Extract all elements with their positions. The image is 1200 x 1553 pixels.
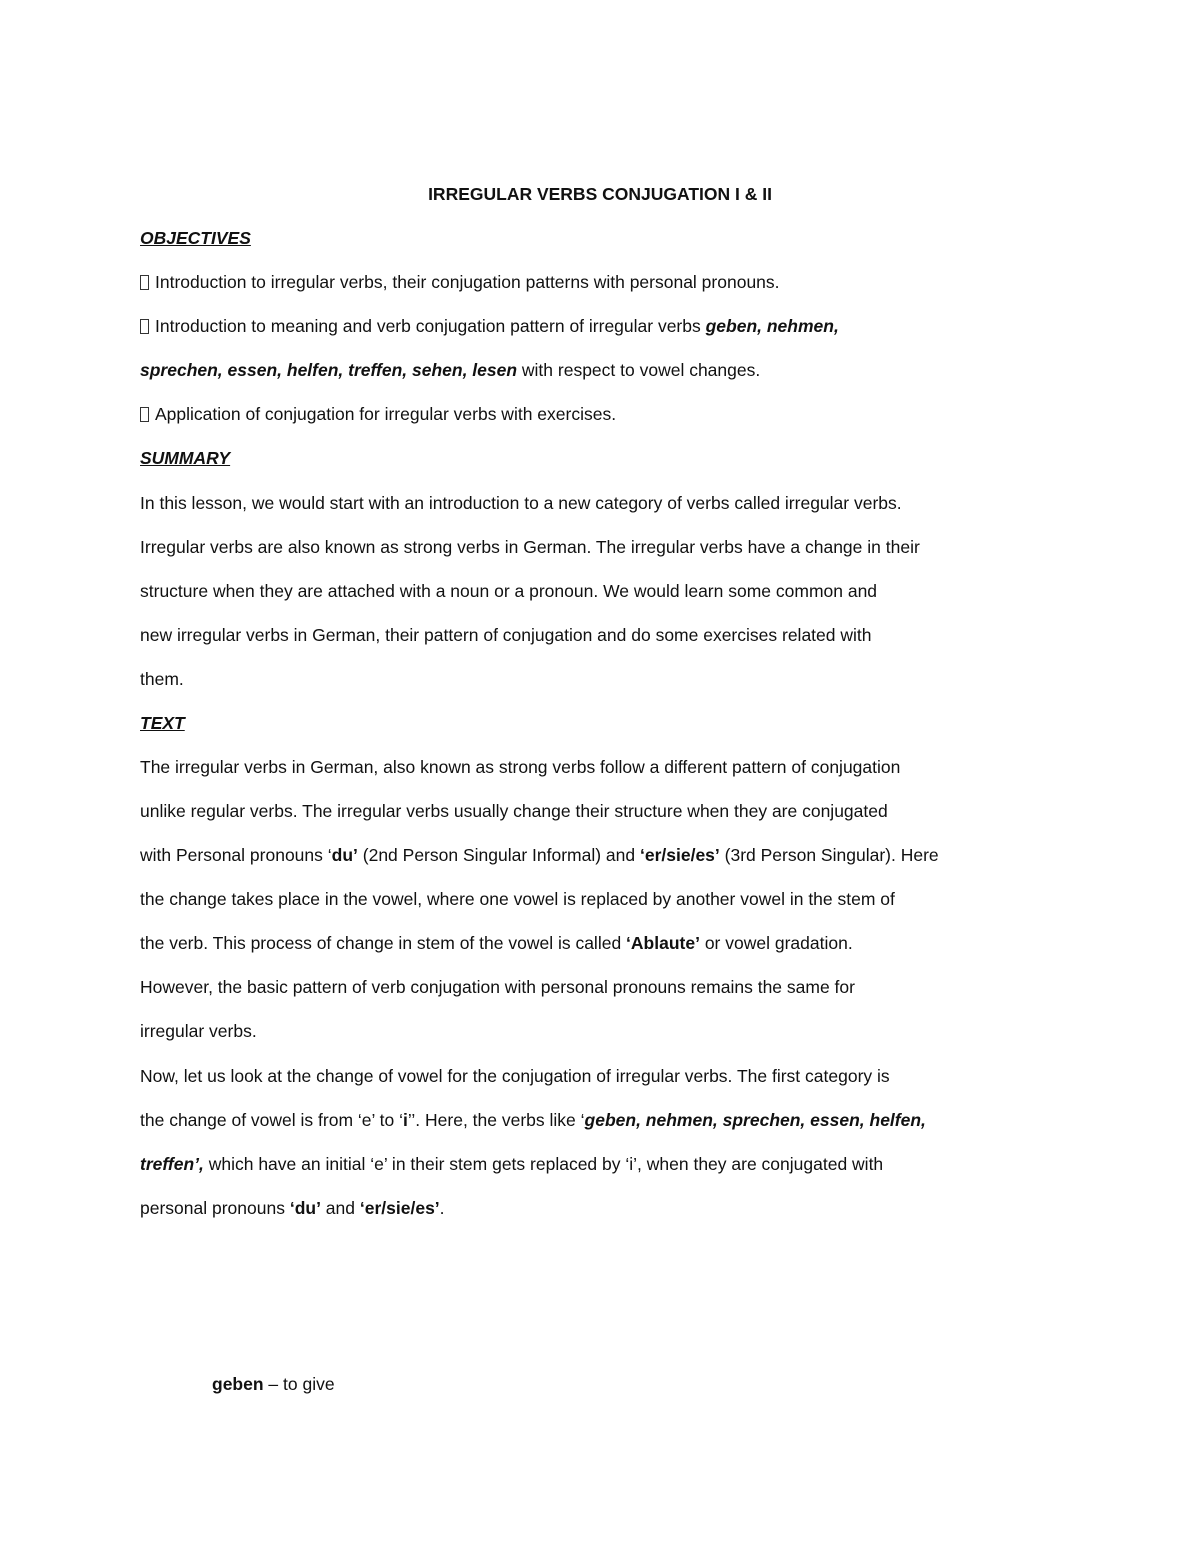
summary-line: Irregular verbs are also known as strong verbs in German. The irregular verbs have a change in their [140, 537, 920, 557]
text-line: irregular verbs. [140, 1021, 257, 1041]
objective-item-2 [140, 314, 839, 338]
objective-item-2-cont [140, 358, 760, 382]
vowel-i: i [402, 1110, 408, 1130]
summary-line: structure when they are attached with a noun or a pronoun. We would learn some common and [140, 581, 878, 601]
verb-list: sprechen, essen, helfen, treffen, sehen, lesen [140, 360, 518, 380]
pronoun-er-sie-es: ‘er/sie/es’ [359, 1198, 440, 1218]
verb-name: geben [212, 1374, 264, 1394]
text-line [140, 843, 939, 867]
document-title: IRREGULAR VERBS CONJUGATION I & II [428, 184, 772, 204]
objective-text: with respect to vowel changes. [517, 360, 761, 380]
bullet-icon [140, 319, 149, 334]
pronoun-du: ‘du’ [289, 1198, 321, 1218]
text-line: the change takes place in the vowel, where one vowel is replaced by another vowel in the stem of [140, 889, 895, 909]
text-span: ’ to ‘ [371, 1110, 403, 1130]
text-span: (2nd Person Singular Informal) and [357, 845, 640, 865]
objective-text: Application of conjugation for irregular verbs with exercises. [155, 404, 617, 424]
text-span: the verb. This process of change in stem of the vowel is called [140, 933, 627, 953]
term-ablaute: ‘Ablaute’ [626, 933, 700, 953]
text-heading: TEXT [140, 713, 185, 733]
verb-list: geben, nehmen, sprechen, essen, helfen, [584, 1110, 926, 1130]
verb-definition [212, 1372, 335, 1396]
objective-text: Introduction to meaning and verb conjugation pattern of irregular verbs [155, 316, 706, 336]
vowel-e: e [361, 1110, 372, 1130]
text-span: the change of vowel is from ‘ [140, 1110, 362, 1130]
text-line [140, 1196, 445, 1220]
text-span: . [439, 1198, 445, 1218]
summary-line: In this lesson, we would start with an introduction to a new category of verbs called irregular verbs. [140, 493, 902, 513]
verb-meaning: – to give [263, 1374, 335, 1394]
pronoun-du: du’ [331, 845, 358, 865]
text-span: ’’. Here, the verbs like ‘ [407, 1110, 585, 1130]
objective-text: Introduction to irregular verbs, their conjugation patterns with personal pronouns. [155, 272, 780, 292]
text-line: unlike regular verbs. The irregular verbs usually change their structure when they are conjugated [140, 801, 888, 821]
text-span: personal pronouns [140, 1198, 290, 1218]
text-span: and [320, 1198, 360, 1218]
summary-line: new irregular verbs in German, their pattern of conjugation and do some exercises related with [140, 625, 872, 645]
bullet-icon [140, 275, 149, 290]
text-line [140, 1152, 883, 1176]
objective-item-3 [140, 402, 616, 426]
text-line [140, 931, 853, 955]
text-line: The irregular verbs in German, also known as strong verbs follow a different pattern of conjugation [140, 757, 901, 777]
objective-item-1 [140, 270, 780, 294]
text-line: Now, let us look at the change of vowel for the conjugation of irregular verbs. The first category is [140, 1066, 890, 1086]
bullet-icon [140, 407, 149, 422]
verb-list: geben, nehmen, [705, 316, 839, 336]
text-span: with Personal pronouns ‘ [140, 845, 332, 865]
objectives-heading: OBJECTIVES [140, 228, 251, 248]
summary-line: them. [140, 669, 184, 689]
text-span: which have an initial ‘e’ in their stem gets replaced by ‘i’, when they are conjugated with [203, 1154, 884, 1174]
summary-heading: SUMMARY [140, 448, 231, 468]
text-span: (3rd Person Singular). Here [719, 845, 939, 865]
verb-list: treffen’, [140, 1154, 204, 1174]
text-span: or vowel gradation. [699, 933, 853, 953]
pronoun-er-sie-es: ‘er/sie/es’ [639, 845, 720, 865]
text-line: However, the basic pattern of verb conjugation with personal pronouns remains the same for [140, 977, 855, 997]
text-line [140, 1108, 926, 1132]
